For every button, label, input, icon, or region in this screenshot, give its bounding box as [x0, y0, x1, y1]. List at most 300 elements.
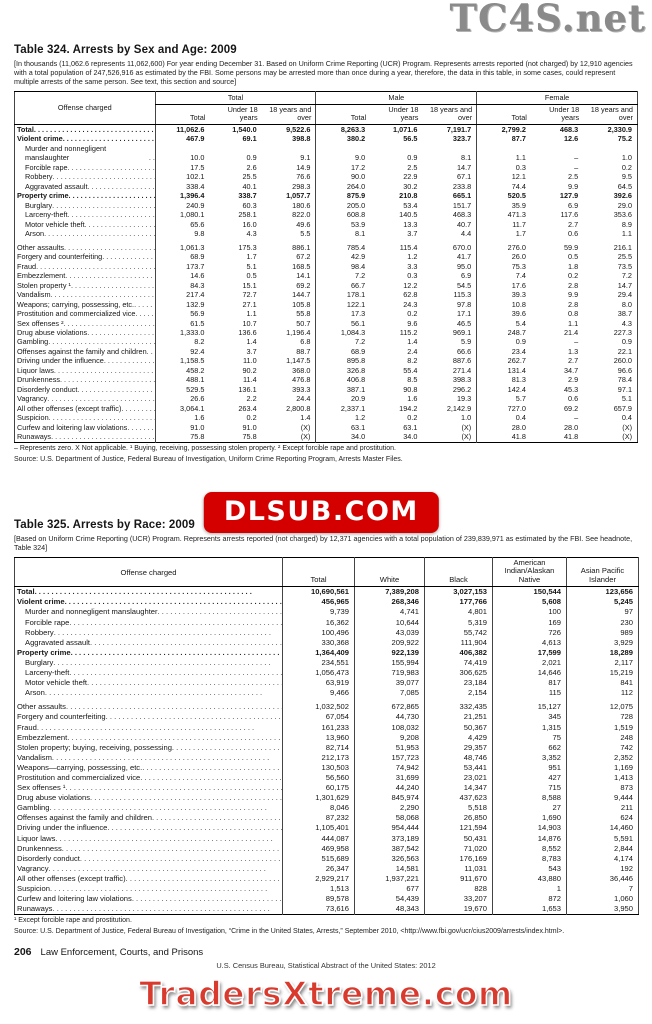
value-cell: 87,232 — [283, 813, 355, 823]
value-cell: 42.9 — [316, 252, 370, 261]
table-row — [15, 678, 639, 688]
value-cell: 4.3 — [621, 318, 632, 328]
dot-leader — [67, 733, 282, 743]
value-cell: 9.8 — [155, 229, 209, 238]
value-cell: 406.8 — [316, 375, 370, 384]
value-cell: 5.1 — [246, 261, 257, 271]
offense-label: Liquor laws . . . — [15, 366, 156, 375]
value-cell: 74,419 — [425, 658, 493, 668]
value-cell: 4,429 — [425, 733, 493, 743]
dot-leader — [52, 904, 282, 914]
value-cell: 13.3 — [403, 219, 418, 229]
value-cell: 10,644 — [355, 618, 425, 628]
value-cell: 14.7 — [456, 162, 472, 172]
value-cell: 28.0 — [563, 422, 579, 432]
value-cell: 34.0 — [403, 432, 418, 442]
value-cell: 817 — [493, 678, 567, 688]
value-cell: 17.2 — [316, 163, 370, 172]
table-row — [15, 290, 638, 299]
table-row — [15, 783, 639, 793]
value-cell: 8,046 — [283, 803, 355, 813]
value-cell: 271.4 — [452, 365, 472, 375]
offense-label: Vagrancy . . . — [15, 864, 283, 874]
value-cell: 161,233 — [283, 723, 355, 733]
value-cell: 338.7 — [238, 191, 257, 201]
subcol-total: Total — [316, 104, 370, 124]
value-cell: 14,347 — [425, 783, 493, 793]
value-cell: 785.4 — [316, 239, 370, 252]
value-cell: 67.2 — [296, 252, 311, 262]
dot-leader — [77, 385, 154, 394]
dot-leader — [50, 884, 282, 894]
value-cell: 6.8 — [300, 337, 311, 347]
value-cell: 233.8 — [452, 181, 472, 191]
value-cell: 25.5 — [242, 172, 257, 182]
value-cell: 97.1 — [617, 384, 632, 394]
value-cell: 726 — [493, 628, 567, 638]
value-cell: 91.0 — [155, 423, 209, 432]
dot-leader — [134, 300, 155, 309]
offense-charged-header: Offense charged — [15, 557, 283, 587]
value-cell: 1,540.0 — [232, 124, 257, 134]
value-cell: 96.6 — [617, 365, 632, 375]
value-cell: 2,800.8 — [286, 403, 311, 413]
offense-label: All other offenses (except traffic) . . . — [15, 404, 156, 413]
table-325-title: Table 325. Arrests by Race: 2009 — [14, 518, 195, 531]
value-cell: 72.7 — [242, 290, 257, 300]
value-cell: 1,513 — [283, 884, 355, 894]
offense-label: Burglary . . . — [15, 201, 156, 210]
value-cell: 90.8 — [403, 384, 418, 394]
value-cell: 178.1 — [316, 290, 370, 299]
table-325-source: Source: U.S. Department of Justice, Federal Bureau of Investigation, “Crime in the United States, Arrests,” September 2010, <http://www.fbi.gov/ucr/cius2009/arrests/index.html>. — [14, 928, 565, 936]
value-cell: 212,173 — [283, 753, 355, 763]
value-cell: 2.8 — [568, 299, 579, 309]
value-cell: 127.9 — [559, 191, 579, 201]
offense-label: Suspicion . . . — [15, 884, 283, 894]
table-row — [15, 813, 639, 823]
value-cell: 845,974 — [355, 793, 425, 803]
table-324-headnote: [In thousands (11,062.6 represents 11,062,600) For year ending December 31. Based on Uniform Crime Reporting (UCR) Program. Represents arrests reported (not charged) by 12,910 agencies with a total population of 247,526,916 as estimated by the FBI. Some persons may be arrested more than once during a year, therefore, the data in this table, in some cases, could represent multiple arrests of the same person. See text, this section and source] — [14, 59, 633, 87]
value-cell: 5,245 — [567, 597, 639, 607]
value-cell: 2.2 — [246, 394, 257, 404]
value-cell: 173.7 — [155, 262, 209, 271]
value-cell: 144.7 — [292, 290, 311, 300]
value-cell: 8,783 — [493, 854, 567, 864]
value-cell: 2.6 — [246, 162, 257, 172]
value-cell: 5,518 — [425, 803, 493, 813]
value-cell: 44,730 — [355, 712, 425, 722]
offense-label: Murder and nonnegligent manslaughter . . . — [15, 144, 156, 163]
value-cell: 8.1 — [316, 229, 370, 238]
value-cell: 66.7 — [316, 281, 370, 290]
value-cell: 2,117 — [567, 658, 639, 668]
value-cell: – — [574, 153, 579, 163]
value-cell: 26,347 — [283, 864, 355, 874]
value-cell: 7,191.7 — [446, 124, 472, 134]
value-cell: 39.6 — [477, 309, 531, 318]
value-cell: 1,061.3 — [155, 239, 209, 252]
dot-leader — [64, 319, 155, 328]
value-cell: 34.0 — [316, 432, 370, 442]
value-cell: 9.9 — [568, 290, 579, 300]
value-cell: 969.1 — [452, 328, 472, 337]
value-cell: 330,368 — [283, 638, 355, 648]
value-cell: 53,441 — [425, 763, 493, 773]
offense-label: Property crime . . . — [15, 191, 156, 200]
offense-label: Forgery and counterfeiting . . . — [15, 252, 156, 261]
value-cell: 24.4 — [296, 394, 311, 404]
value-cell: 3,027,153 — [425, 587, 493, 598]
value-cell: 872 — [493, 894, 567, 904]
value-cell: 0.2 — [246, 413, 257, 423]
value-cell: 56,560 — [283, 773, 355, 783]
value-cell: 71,020 — [425, 844, 493, 854]
table-row — [15, 793, 639, 803]
value-cell: (X) — [461, 422, 472, 432]
value-cell: 90.2 — [242, 365, 257, 375]
col-header-black: Black — [425, 557, 493, 587]
dot-leader — [51, 290, 155, 299]
value-cell: 209,922 — [355, 638, 425, 648]
value-cell: 169 — [493, 618, 567, 628]
table-row — [15, 239, 638, 252]
value-cell: 87.7 — [477, 134, 531, 143]
value-cell: 306,625 — [425, 668, 493, 678]
value-cell: 9,466 — [283, 688, 355, 698]
value-cell: 398.3 — [452, 375, 472, 385]
value-cell: 2,352 — [567, 753, 639, 763]
value-cell: 2,799.2 — [477, 124, 531, 134]
value-cell: 88.7 — [296, 346, 311, 356]
value-cell: 240.9 — [155, 201, 209, 210]
value-cell: 393.3 — [292, 384, 311, 394]
value-cell: 91.0 — [242, 422, 257, 432]
value-cell: 0.4 — [621, 413, 632, 423]
dot-leader — [126, 874, 282, 884]
table-row — [15, 763, 639, 773]
dot-leader — [49, 864, 282, 874]
table-row — [15, 894, 639, 904]
dot-leader — [71, 648, 282, 658]
dot-leader — [68, 210, 155, 219]
dot-leader — [52, 753, 282, 763]
value-cell: 332,435 — [425, 698, 493, 712]
value-cell: 11.7 — [477, 220, 531, 229]
value-cell: 39,077 — [355, 678, 425, 688]
value-cell: 14.9 — [296, 162, 311, 172]
value-cell: 63.1 — [403, 422, 418, 432]
table-row — [15, 712, 639, 722]
table-row — [15, 668, 639, 678]
value-cell: 1,690 — [493, 813, 567, 823]
value-cell: 951 — [493, 763, 567, 773]
value-cell: (X) — [300, 432, 311, 442]
table-row — [15, 319, 638, 328]
offense-label: Fraud . . . — [15, 723, 283, 733]
dot-leader — [34, 125, 155, 134]
value-cell: 29.0 — [617, 200, 632, 210]
dot-leader — [149, 153, 155, 162]
value-cell: 140.5 — [399, 210, 418, 220]
value-cell: 1.6 — [155, 413, 209, 422]
value-cell: 75.8 — [155, 432, 209, 442]
value-cell: 14.6 — [155, 271, 209, 280]
value-cell: 742 — [567, 743, 639, 753]
value-cell: 719,983 — [355, 668, 425, 678]
offense-label: Vandalism . . . — [15, 753, 283, 763]
value-cell: 17.3 — [316, 309, 370, 318]
offense-label: Embezzlement . . . — [15, 271, 156, 280]
dot-leader — [55, 834, 282, 844]
value-cell: 1,060 — [567, 894, 639, 904]
value-cell: 488.1 — [155, 375, 209, 384]
table-row — [15, 803, 639, 813]
dot-leader — [172, 743, 282, 753]
value-cell: 35.9 — [477, 201, 531, 210]
value-cell: 822.0 — [292, 210, 311, 220]
table-row — [15, 220, 638, 229]
offense-label: Runaways . . . — [15, 432, 156, 442]
subcol-under18: Under 18 years — [370, 104, 422, 124]
value-cell: 40.1 — [242, 181, 257, 191]
value-cell: 677 — [355, 884, 425, 894]
value-cell: 1.0 — [621, 153, 632, 163]
group-header-total: Total — [155, 91, 316, 104]
value-cell: 100,496 — [283, 628, 355, 638]
value-cell: 102.1 — [155, 172, 209, 181]
value-cell: 10.7 — [242, 318, 257, 328]
value-cell: 210.8 — [399, 191, 418, 201]
value-cell: 476.8 — [292, 375, 311, 385]
value-cell: 715 — [493, 783, 567, 793]
value-cell: 151.7 — [452, 200, 472, 210]
value-cell: 0.6 — [568, 394, 579, 404]
value-cell: 1.2 — [407, 252, 418, 262]
value-cell: 0.9 — [246, 153, 257, 163]
value-cell: 27.1 — [242, 299, 257, 309]
value-cell: 76.6 — [296, 172, 311, 182]
value-cell: 17.6 — [477, 281, 531, 290]
value-cell: 469,958 — [283, 844, 355, 854]
value-cell: 192 — [567, 864, 639, 874]
value-cell: 60,175 — [283, 783, 355, 793]
value-cell: 123,656 — [567, 587, 639, 598]
table-row — [15, 904, 639, 915]
offense-label: Offenses against the family and children . . . — [15, 347, 156, 356]
value-cell: 7,085 — [355, 688, 425, 698]
value-cell: 7.2 — [316, 271, 370, 280]
value-cell: 68.9 — [316, 347, 370, 356]
value-cell: 1,147.5 — [286, 356, 311, 366]
table-row — [15, 404, 638, 413]
value-cell: 263.4 — [238, 403, 257, 413]
value-cell: 11.4 — [242, 375, 257, 385]
value-cell: 121,594 — [425, 823, 493, 833]
value-cell: 39.3 — [477, 290, 531, 299]
dot-leader — [64, 243, 155, 252]
value-cell: 48,746 — [425, 753, 493, 763]
value-cell: 50,367 — [425, 723, 493, 733]
value-cell: 1.3 — [568, 346, 579, 356]
dot-leader — [36, 262, 155, 271]
offense-label: Stolen property ¹ . . . — [15, 281, 156, 290]
value-cell: 69.2 — [563, 403, 579, 413]
value-cell: 1.1 — [621, 229, 632, 239]
value-cell: 16,362 — [283, 618, 355, 628]
value-cell: 14,876 — [493, 834, 567, 844]
table-325-headnote: [Based on Uniform Crime Reporting (UCR) Program. Represents arrests reported (not charged) by 12,371 agencies with a total population of 239,839,971 as estimated by the FBI. See headnote, Table 324] — [14, 533, 633, 552]
value-cell: 175.3 — [238, 242, 257, 252]
value-cell: 515,689 — [283, 854, 355, 864]
value-cell: 2,337.1 — [316, 404, 370, 413]
value-cell: 9,522.6 — [286, 124, 311, 134]
value-cell: 130,503 — [283, 763, 355, 773]
value-cell: 887.6 — [452, 356, 472, 366]
value-cell: – — [574, 337, 579, 347]
value-cell: 21.4 — [563, 328, 579, 337]
value-cell: 131.4 — [477, 366, 531, 375]
value-cell: 8.0 — [621, 299, 632, 309]
value-cell: (X) — [622, 422, 632, 432]
table-row — [15, 688, 639, 698]
value-cell: 608.8 — [316, 210, 370, 219]
value-cell: 2.9 — [568, 375, 579, 385]
value-cell: 1.7 — [477, 229, 531, 238]
value-cell: 66.6 — [456, 346, 472, 356]
table-row — [15, 723, 639, 733]
offense-label: Disorderly conduct . . . — [15, 385, 156, 394]
value-cell: 33,207 — [425, 894, 493, 904]
value-cell: 1,080.1 — [155, 210, 209, 219]
offense-label: Sex offenses ¹ . . . — [15, 783, 283, 793]
value-cell: 338.4 — [155, 182, 209, 191]
value-cell: 268,346 — [355, 597, 425, 607]
value-cell: 216.1 — [613, 242, 632, 252]
dot-leader — [87, 182, 154, 191]
value-cell: 326.8 — [316, 366, 370, 375]
table-row — [15, 733, 639, 743]
value-cell: 56.9 — [155, 309, 209, 318]
value-cell: 45.3 — [563, 384, 579, 394]
table-row — [15, 698, 639, 712]
value-cell: 444,087 — [283, 834, 355, 844]
value-cell: 2.4 — [407, 346, 418, 356]
value-cell: 1,196.4 — [286, 328, 311, 337]
value-cell: 0.3 — [407, 271, 418, 281]
value-cell: 111,904 — [425, 638, 493, 648]
dot-leader — [37, 723, 282, 733]
value-cell: 298.3 — [292, 181, 311, 191]
value-cell: 3,950 — [567, 904, 639, 915]
table-row — [15, 210, 638, 219]
offense-label: Other assaults . . . — [15, 239, 156, 252]
value-cell: 4.3 — [246, 229, 257, 239]
value-cell: 1,333.0 — [155, 328, 209, 337]
offense-label: Motor vehicle theft . . . — [15, 220, 156, 229]
value-cell: 2,021 — [493, 658, 567, 668]
watermark-tc4s: TC4S.net — [449, 0, 646, 40]
dot-leader — [60, 375, 155, 384]
value-cell: 51,953 — [355, 743, 425, 753]
value-cell: 22.1 — [617, 346, 632, 356]
value-cell: 895.8 — [316, 356, 370, 365]
value-cell: 3,929 — [567, 638, 639, 648]
offense-label: Robbery . . . — [15, 172, 156, 181]
value-cell: 3,352 — [493, 753, 567, 763]
offense-label: Property crime . . . — [15, 648, 283, 658]
value-cell: 4.4 — [461, 229, 472, 239]
subcol-total: Total — [155, 104, 209, 124]
page-footer — [14, 946, 638, 958]
value-cell: 2,844 — [567, 844, 639, 854]
value-cell: 58,068 — [355, 813, 425, 823]
value-cell: 1,084.3 — [316, 328, 370, 337]
table-row — [15, 658, 639, 668]
table-324-source: Source: U.S. Department of Justice, Federal Bureau of Investigation, Uniform Crime Reporting Program, Arrests Master Files. — [14, 455, 403, 463]
dot-leader — [135, 309, 154, 318]
value-cell: 17.1 — [456, 309, 472, 319]
value-cell: 155,994 — [355, 658, 425, 668]
offense-label: Vandalism . . . — [15, 290, 156, 299]
value-cell: 8.9 — [621, 219, 632, 229]
value-cell: 12,075 — [567, 698, 639, 712]
value-cell: 69.2 — [296, 280, 311, 290]
offense-label: Drug abuse violations . . . — [15, 328, 156, 337]
table-row — [15, 182, 638, 191]
dot-leader — [51, 432, 155, 441]
value-cell: 65.6 — [155, 220, 209, 229]
value-cell: 34.7 — [563, 365, 579, 375]
offense-label: Weapons; carrying, possessing, etc. . . . — [15, 300, 156, 309]
value-cell: 62.8 — [403, 290, 418, 300]
value-cell: 7.2 — [621, 271, 632, 281]
value-cell: 23.4 — [477, 347, 531, 356]
value-cell: 176,169 — [425, 854, 493, 864]
value-cell: 1,105,401 — [283, 823, 355, 833]
value-cell: 392.6 — [613, 191, 632, 201]
value-cell: 217.4 — [155, 290, 209, 299]
value-cell: 5.7 — [477, 394, 531, 403]
value-cell: 387,542 — [355, 844, 425, 854]
value-cell: 9,208 — [355, 733, 425, 743]
value-cell: 41.8 — [563, 432, 579, 442]
dot-leader — [54, 366, 155, 375]
value-cell: 520.5 — [477, 191, 531, 200]
value-cell: 8.2 — [407, 356, 418, 366]
value-cell: 15,127 — [493, 698, 567, 712]
value-cell: 543 — [493, 864, 567, 874]
dot-leader — [35, 587, 282, 597]
value-cell: 14.7 — [617, 280, 632, 290]
value-cell: 55.8 — [296, 309, 311, 319]
offense-label: Forcible rape . . . — [15, 618, 283, 628]
offense-label: Prostitution and commercialized vice . . . — [15, 309, 156, 318]
subcol-over18: 18 years and over — [583, 104, 637, 124]
dot-leader — [45, 688, 282, 698]
value-cell: 458.2 — [155, 366, 209, 375]
value-cell: 468.3 — [452, 210, 472, 220]
value-cell: 75.2 — [617, 134, 632, 144]
dot-leader — [142, 763, 282, 773]
value-cell: 63,919 — [283, 678, 355, 688]
value-cell: 2.8 — [568, 280, 579, 290]
value-cell: 63.1 — [316, 423, 370, 432]
value-cell: 11.0 — [242, 356, 257, 366]
value-cell: 873 — [567, 783, 639, 793]
value-cell: 132.9 — [155, 300, 209, 309]
dot-leader — [140, 773, 282, 783]
